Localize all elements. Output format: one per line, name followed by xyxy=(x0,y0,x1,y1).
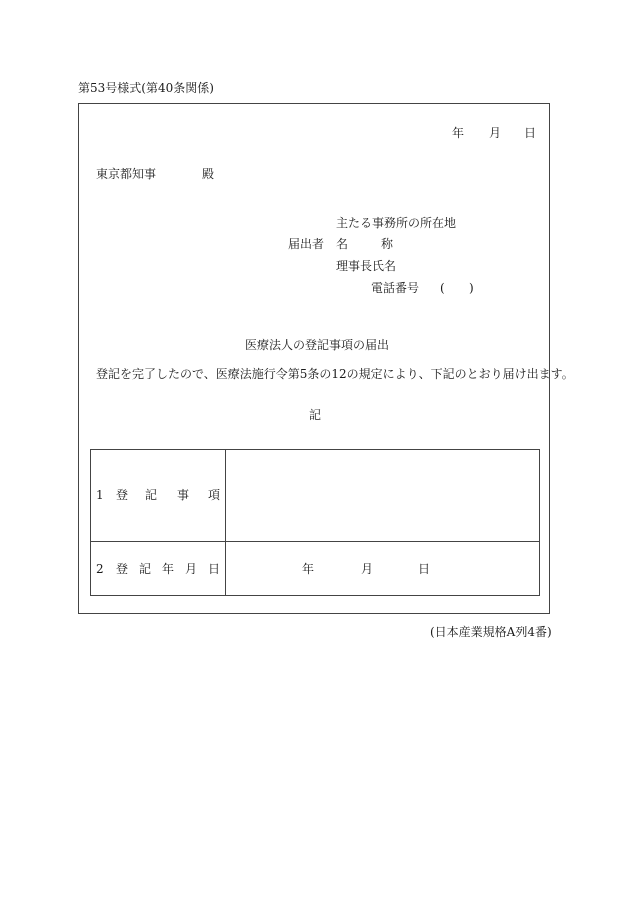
row2-label-char: 日 xyxy=(208,562,221,576)
ki-label: 記 xyxy=(309,408,322,422)
table-divider-vertical xyxy=(225,450,226,595)
row1-label-char: 項 xyxy=(208,488,221,502)
addressee-name: 東京都知事 xyxy=(96,167,157,181)
row1-number: 1 xyxy=(96,488,104,502)
row2-month: 月 xyxy=(361,562,374,576)
date-month: 月 xyxy=(489,126,502,140)
row1-label-char: 記 xyxy=(145,488,158,502)
chairperson-label: 理事長氏名 xyxy=(336,259,397,273)
phone-paren-open: ( xyxy=(440,281,445,295)
row2-year: 年 xyxy=(302,562,315,576)
phone-paren-close: ) xyxy=(469,281,474,295)
notifier-role-label: 届出者 xyxy=(288,237,325,251)
date-day: 日 xyxy=(524,126,537,140)
row1-label-char: 事 xyxy=(177,488,190,502)
name-label-1: 名 xyxy=(336,237,349,251)
office-address-label: 主たる事務所の所在地 xyxy=(336,216,457,230)
body-text: 登記を完了したので、医療法施行令第5条の12の規定により、下記のとおり届け出ます。 xyxy=(96,367,574,381)
form-number: 第53号様式(第40条関係) xyxy=(78,81,214,95)
row2-label-char: 年 xyxy=(162,562,175,576)
date-year: 年 xyxy=(452,126,465,140)
row2-label-char: 登 xyxy=(116,562,129,576)
table-divider-horizontal xyxy=(91,541,539,542)
row1-value-cell[interactable] xyxy=(230,455,534,535)
paper-size-note: (日本産業規格A列4番) xyxy=(430,625,552,639)
row2-day: 日 xyxy=(418,562,431,576)
phone-label: 電話番号 xyxy=(371,281,420,295)
name-label-2: 称 xyxy=(381,237,394,251)
row1-label-char: 登 xyxy=(116,488,129,502)
row2-label-char: 月 xyxy=(185,562,198,576)
row2-label-char: 記 xyxy=(139,562,152,576)
document-title: 医療法人の登記事項の届出 xyxy=(245,338,390,352)
row2-number: 2 xyxy=(96,562,104,576)
addressee-honorific: 殿 xyxy=(202,167,215,181)
